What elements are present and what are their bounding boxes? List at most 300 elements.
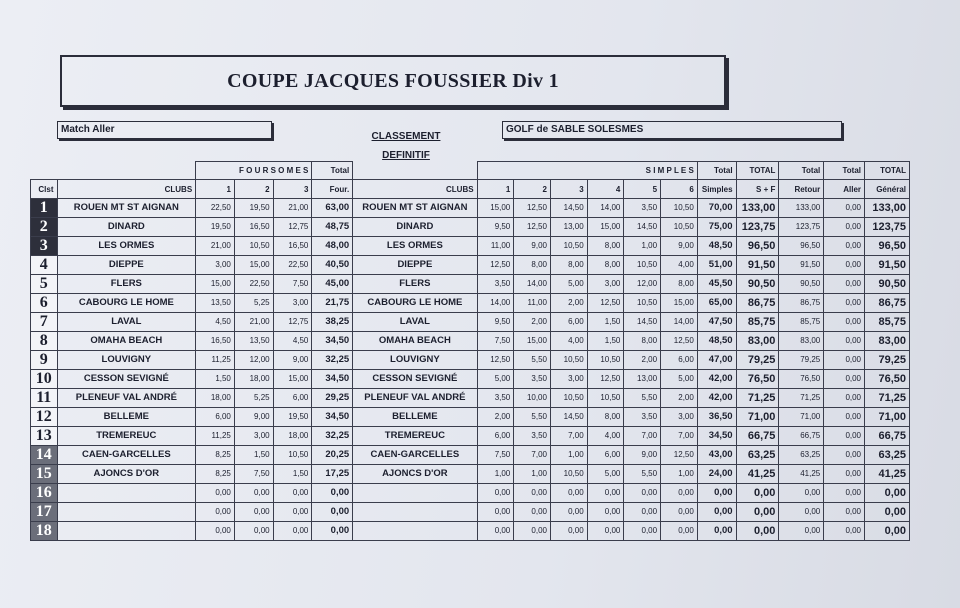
page-title: COUPE JACQUES FOUSSIER Div 1 — [227, 69, 559, 92]
simple-score-cell: 13,00 — [550, 217, 587, 236]
club-name-simples-cell: LOUVIGNY — [353, 350, 477, 369]
table-row — [31, 350, 910, 369]
foursome-score-cell: 22,50 — [273, 255, 312, 274]
club-name-cell: LES ORMES — [57, 236, 196, 255]
club-name-simples-cell: CABOURG LE HOME — [353, 293, 477, 312]
foursome-score-cell: 18,00 — [273, 426, 312, 445]
simple-score-cell: 6,00 — [661, 350, 698, 369]
foursome-score-cell: 22,50 — [196, 198, 235, 217]
rank-cell: 2 — [31, 217, 58, 236]
total-four-cell: 63,00 — [312, 198, 353, 217]
simple-score-cell: 12,50 — [514, 217, 551, 236]
simple-score-cell: 3,50 — [624, 407, 661, 426]
simple-score-cell: 15,00 — [587, 217, 624, 236]
simple-score-cell: 0,00 — [661, 502, 698, 521]
simple-score-cell: 14,50 — [550, 198, 587, 217]
table-row — [31, 217, 910, 236]
simple-score-cell: 11,00 — [514, 293, 551, 312]
simple-score-cell: 12,50 — [661, 331, 698, 350]
rank-cell: 1 — [31, 198, 58, 217]
foursome-score-cell: 6,00 — [196, 407, 235, 426]
foursome-score-cell: 0,00 — [196, 521, 235, 540]
table-row — [31, 521, 910, 540]
simple-score-cell: 0,00 — [587, 521, 624, 540]
simple-score-cell: 14,50 — [550, 407, 587, 426]
total-four-cell: 21,75 — [312, 293, 353, 312]
total-four-cell: 34,50 — [312, 331, 353, 350]
simple-score-cell: 10,50 — [624, 293, 661, 312]
foursome-score-cell: 0,00 — [234, 483, 273, 502]
simple-score-cell: 5,50 — [624, 388, 661, 407]
total-simples-cell: 51,00 — [697, 255, 736, 274]
venue-label: GOLF de SABLE SOLESMES — [506, 124, 644, 135]
foursome-score-cell: 13,50 — [196, 293, 235, 312]
total-aller-cell: 0,00 — [824, 426, 865, 445]
table-row — [31, 198, 910, 217]
simple-score-cell: 5,50 — [624, 464, 661, 483]
simple-score-cell: 10,50 — [661, 198, 698, 217]
table-row — [31, 312, 910, 331]
club-name-cell — [57, 483, 196, 502]
total-four-cell: 29,25 — [312, 388, 353, 407]
simple-score-cell: 6,00 — [477, 426, 514, 445]
total-aller-cell: 0,00 — [824, 198, 865, 217]
total-simples-cell: 34,50 — [697, 426, 736, 445]
club-name-cell: BELLEME — [57, 407, 196, 426]
foursome-score-cell: 9,00 — [234, 407, 273, 426]
total-sf-cell: 90,50 — [736, 274, 779, 293]
simple-score-cell: 7,00 — [514, 445, 551, 464]
total-aller-cell: 0,00 — [824, 464, 865, 483]
simple-score-cell: 7,00 — [550, 426, 587, 445]
table-row — [31, 445, 910, 464]
rank-cell: 6 — [31, 293, 58, 312]
simple-score-cell: 0,00 — [550, 483, 587, 502]
simple-score-cell: 3,50 — [477, 274, 514, 293]
simple-score-cell: 9,00 — [624, 445, 661, 464]
simple-score-cell: 12,00 — [624, 274, 661, 293]
simple-score-cell: 2,00 — [550, 293, 587, 312]
table-row — [31, 236, 910, 255]
club-name-simples-cell: DIEPPE — [353, 255, 477, 274]
foursome-score-cell: 9,00 — [273, 350, 312, 369]
simple-score-cell: 14,00 — [514, 274, 551, 293]
simple-score-cell: 8,00 — [514, 255, 551, 274]
rank-cell: 7 — [31, 312, 58, 331]
simple-score-cell: 14,50 — [624, 312, 661, 331]
total-simples-cell: 43,00 — [697, 445, 736, 464]
simple-score-cell: 10,50 — [550, 464, 587, 483]
total-simples-cell: 0,00 — [697, 521, 736, 540]
total-retour-cell: 133,00 — [779, 198, 824, 217]
club-name-cell: AJONCS D'OR — [57, 464, 196, 483]
foursome-score-cell: 12,00 — [234, 350, 273, 369]
simple-score-cell: 8,00 — [624, 331, 661, 350]
rank-cell: 18 — [31, 521, 58, 540]
total-sf-cell: 96,50 — [736, 236, 779, 255]
foursome-score-cell: 13,50 — [234, 331, 273, 350]
simple-score-cell: 12,50 — [514, 198, 551, 217]
club-name-cell: CESSON SEVIGNÉ — [57, 369, 196, 388]
foursome-score-cell: 21,00 — [234, 312, 273, 331]
total-simples-cell: 48,50 — [697, 331, 736, 350]
total-general-cell: 83,00 — [865, 331, 910, 350]
total-general-cell: 71,00 — [865, 407, 910, 426]
total-general-cell: 133,00 — [865, 198, 910, 217]
club-name-simples-cell: CAEN-GARCELLES — [353, 445, 477, 464]
rank-cell: 15 — [31, 464, 58, 483]
header-row-2 — [31, 180, 910, 198]
foursome-score-cell: 18,00 — [234, 369, 273, 388]
total-simples-header-2: Simples — [697, 180, 736, 198]
simple-score-cell: 9,50 — [477, 217, 514, 236]
total-general-cell: 90,50 — [865, 274, 910, 293]
table-row — [31, 426, 910, 445]
club-name-cell: LAVAL — [57, 312, 196, 331]
rank-cell: 10 — [31, 369, 58, 388]
foursome-score-cell: 15,00 — [196, 274, 235, 293]
club-name-simples-cell — [353, 521, 477, 540]
total-sf-cell: 0,00 — [736, 502, 779, 521]
simple-score-cell: 0,00 — [624, 483, 661, 502]
simple-score-cell: 1,00 — [624, 236, 661, 255]
total-sf-cell: 41,25 — [736, 464, 779, 483]
simple-score-cell: 12,50 — [587, 369, 624, 388]
total-general-cell: 79,25 — [865, 350, 910, 369]
total-simples-cell: 47,50 — [697, 312, 736, 331]
total-retour-cell: 76,50 — [779, 369, 824, 388]
simple-score-cell: 11,00 — [477, 236, 514, 255]
total-general-cell: 123,75 — [865, 217, 910, 236]
simple-score-cell: 14,00 — [477, 293, 514, 312]
clubs-header: CLUBS — [57, 180, 196, 198]
club-name-cell: CAEN-GARCELLES — [57, 445, 196, 464]
simple-score-cell: 7,00 — [624, 426, 661, 445]
simple-score-cell: 0,00 — [661, 521, 698, 540]
total-aller-cell: 0,00 — [824, 331, 865, 350]
total-sf-cell: 71,25 — [736, 388, 779, 407]
table-row — [31, 274, 910, 293]
total-sf-cell: 86,75 — [736, 293, 779, 312]
club-name-simples-cell: CESSON SEVIGNÉ — [353, 369, 477, 388]
total-four-cell: 20,25 — [312, 445, 353, 464]
total-general-cell: 0,00 — [865, 502, 910, 521]
simple-score-cell: 2,00 — [514, 312, 551, 331]
clubs-header-2: CLUBS — [353, 180, 477, 198]
club-name-simples-cell: DINARD — [353, 217, 477, 236]
simple-col-6-header: 6 — [661, 180, 698, 198]
simple-score-cell: 3,50 — [514, 426, 551, 445]
simple-score-cell: 14,00 — [587, 198, 624, 217]
match-label: Match Aller — [61, 124, 115, 135]
total-four-cell: 34,50 — [312, 407, 353, 426]
club-name-simples-cell — [353, 483, 477, 502]
club-name-cell: CABOURG LE HOME — [57, 293, 196, 312]
simple-score-cell: 5,50 — [514, 350, 551, 369]
rank-cell: 9 — [31, 350, 58, 369]
simple-col-1-header: 1 — [477, 180, 514, 198]
title-box — [60, 55, 726, 107]
total-retour-cell: 71,00 — [779, 407, 824, 426]
foursome-score-cell: 21,00 — [273, 198, 312, 217]
club-name-cell: LOUVIGNY — [57, 350, 196, 369]
total-aller-cell: 0,00 — [824, 217, 865, 236]
total-aller-header-2: Aller — [824, 180, 865, 198]
simple-score-cell: 5,50 — [514, 407, 551, 426]
simple-score-cell: 14,50 — [624, 217, 661, 236]
total-retour-cell: 90,50 — [779, 274, 824, 293]
club-name-simples-cell: FLERS — [353, 274, 477, 293]
club-name-simples-cell: LAVAL — [353, 312, 477, 331]
rank-cell: 3 — [31, 236, 58, 255]
simple-score-cell: 3,50 — [514, 369, 551, 388]
foursome-score-cell: 15,00 — [273, 369, 312, 388]
total-general-header-2: Général — [865, 180, 910, 198]
total-aller-cell: 0,00 — [824, 369, 865, 388]
foursome-score-cell: 16,50 — [234, 217, 273, 236]
club-name-cell: OMAHA BEACH — [57, 331, 196, 350]
four-col-1-header: 1 — [196, 180, 235, 198]
total-aller-cell: 0,00 — [824, 350, 865, 369]
total-sf-header-1: TOTAL — [736, 162, 779, 180]
simple-score-cell: 10,50 — [550, 350, 587, 369]
total-general-cell: 86,75 — [865, 293, 910, 312]
total-simples-cell: 65,00 — [697, 293, 736, 312]
total-four-cell: 0,00 — [312, 483, 353, 502]
simple-score-cell: 10,50 — [587, 388, 624, 407]
simple-score-cell: 1,00 — [477, 464, 514, 483]
total-sf-cell: 0,00 — [736, 483, 779, 502]
foursome-score-cell: 5,25 — [234, 293, 273, 312]
club-name-simples-cell: AJONCS D'OR — [353, 464, 477, 483]
total-retour-cell: 0,00 — [779, 521, 824, 540]
simple-score-cell: 10,50 — [550, 236, 587, 255]
simple-score-cell: 12,50 — [587, 293, 624, 312]
foursome-score-cell: 1,50 — [273, 464, 312, 483]
total-retour-cell: 79,25 — [779, 350, 824, 369]
foursome-score-cell: 1,50 — [234, 445, 273, 464]
simple-score-cell: 10,50 — [587, 350, 624, 369]
rank-cell: 16 — [31, 483, 58, 502]
simple-score-cell: 0,00 — [477, 502, 514, 521]
simple-score-cell: 7,50 — [477, 331, 514, 350]
total-four-header-1: Total — [312, 162, 353, 180]
foursome-score-cell: 12,75 — [273, 217, 312, 236]
total-retour-cell: 41,25 — [779, 464, 824, 483]
total-aller-cell: 0,00 — [824, 483, 865, 502]
club-name-cell — [57, 521, 196, 540]
total-simples-header-1: Total — [697, 162, 736, 180]
total-four-cell: 0,00 — [312, 502, 353, 521]
simple-score-cell: 6,00 — [587, 445, 624, 464]
total-retour-cell: 0,00 — [779, 502, 824, 521]
classement-label: CLASSEMENT — [371, 131, 441, 142]
total-general-cell: 76,50 — [865, 369, 910, 388]
simple-score-cell: 8,00 — [587, 407, 624, 426]
foursomes-header: F O U R S O M E S — [196, 162, 312, 180]
venue-box — [502, 121, 842, 139]
simple-score-cell: 1,50 — [587, 312, 624, 331]
total-simples-cell: 0,00 — [697, 502, 736, 521]
definitif-label: DEFINITIF — [382, 150, 430, 161]
simple-score-cell: 9,50 — [477, 312, 514, 331]
total-simples-cell: 42,00 — [697, 369, 736, 388]
simple-score-cell: 2,00 — [624, 350, 661, 369]
total-general-cell: 96,50 — [865, 236, 910, 255]
total-sf-cell: 0,00 — [736, 521, 779, 540]
simple-score-cell: 10,50 — [661, 217, 698, 236]
foursome-score-cell: 10,50 — [234, 236, 273, 255]
total-aller-cell: 0,00 — [824, 293, 865, 312]
total-sf-cell: 123,75 — [736, 217, 779, 236]
table-row — [31, 369, 910, 388]
total-retour-cell: 66,75 — [779, 426, 824, 445]
club-name-simples-cell: ROUEN MT ST AIGNAN — [353, 198, 477, 217]
foursome-score-cell: 19,50 — [196, 217, 235, 236]
total-aller-cell: 0,00 — [824, 502, 865, 521]
total-simples-cell: 24,00 — [697, 464, 736, 483]
club-name-cell: DIEPPE — [57, 255, 196, 274]
foursome-score-cell: 4,50 — [273, 331, 312, 350]
foursome-score-cell: 11,25 — [196, 426, 235, 445]
table-row — [31, 255, 910, 274]
total-general-cell: 85,75 — [865, 312, 910, 331]
simple-score-cell: 2,00 — [477, 407, 514, 426]
foursome-score-cell: 0,00 — [273, 502, 312, 521]
simple-score-cell: 15,00 — [477, 198, 514, 217]
simple-score-cell: 0,00 — [514, 521, 551, 540]
total-retour-cell: 96,50 — [779, 236, 824, 255]
total-four-header-2: Four. — [312, 180, 353, 198]
simple-score-cell: 5,00 — [550, 274, 587, 293]
simple-score-cell: 4,00 — [550, 331, 587, 350]
standings-table — [30, 161, 910, 541]
foursome-score-cell: 19,50 — [234, 198, 273, 217]
total-retour-cell: 83,00 — [779, 331, 824, 350]
simple-score-cell: 7,00 — [661, 426, 698, 445]
total-aller-cell: 0,00 — [824, 388, 865, 407]
total-four-cell: 40,50 — [312, 255, 353, 274]
simple-score-cell: 12,50 — [661, 445, 698, 464]
simple-score-cell: 0,00 — [587, 502, 624, 521]
foursome-score-cell: 16,50 — [273, 236, 312, 255]
simple-score-cell: 0,00 — [514, 502, 551, 521]
total-four-cell: 0,00 — [312, 521, 353, 540]
simple-score-cell: 9,00 — [514, 236, 551, 255]
simple-score-cell: 0,00 — [514, 483, 551, 502]
total-four-cell: 38,25 — [312, 312, 353, 331]
total-retour-cell: 71,25 — [779, 388, 824, 407]
foursome-score-cell: 5,25 — [234, 388, 273, 407]
total-retour-cell: 63,25 — [779, 445, 824, 464]
club-name-cell: PLENEUF VAL ANDRÉ — [57, 388, 196, 407]
simple-score-cell: 13,00 — [624, 369, 661, 388]
club-name-simples-cell: PLENEUF VAL ANDRÉ — [353, 388, 477, 407]
total-simples-cell: 45,50 — [697, 274, 736, 293]
total-sf-cell: 133,00 — [736, 198, 779, 217]
simple-score-cell: 4,00 — [587, 426, 624, 445]
foursome-score-cell: 11,25 — [196, 350, 235, 369]
simple-score-cell: 0,00 — [550, 502, 587, 521]
rank-cell: 17 — [31, 502, 58, 521]
table-row — [31, 293, 910, 312]
simple-score-cell: 15,00 — [514, 331, 551, 350]
simple-score-cell: 3,00 — [587, 274, 624, 293]
simple-score-cell: 9,00 — [661, 236, 698, 255]
total-general-cell: 66,75 — [865, 426, 910, 445]
simple-score-cell: 10,00 — [514, 388, 551, 407]
simple-score-cell: 6,00 — [550, 312, 587, 331]
foursome-score-cell: 0,00 — [196, 502, 235, 521]
total-sf-cell: 85,75 — [736, 312, 779, 331]
total-simples-cell: 36,50 — [697, 407, 736, 426]
club-name-simples-cell: TREMEREUC — [353, 426, 477, 445]
total-general-cell: 0,00 — [865, 483, 910, 502]
total-sf-cell: 63,25 — [736, 445, 779, 464]
foursome-score-cell: 21,00 — [196, 236, 235, 255]
simple-score-cell: 1,00 — [550, 445, 587, 464]
rank-cell: 5 — [31, 274, 58, 293]
total-general-cell: 63,25 — [865, 445, 910, 464]
simple-score-cell: 12,50 — [477, 350, 514, 369]
simple-score-cell: 0,00 — [661, 483, 698, 502]
total-general-cell: 71,25 — [865, 388, 910, 407]
table-row — [31, 502, 910, 521]
foursome-score-cell: 3,00 — [273, 293, 312, 312]
total-simples-cell: 47,00 — [697, 350, 736, 369]
total-simples-cell: 0,00 — [697, 483, 736, 502]
rank-cell: 8 — [31, 331, 58, 350]
simple-score-cell: 1,00 — [661, 464, 698, 483]
table-row — [31, 464, 910, 483]
foursome-score-cell: 16,50 — [196, 331, 235, 350]
total-retour-header-1: Total — [779, 162, 824, 180]
simple-score-cell: 8,00 — [661, 274, 698, 293]
total-simples-cell: 70,00 — [697, 198, 736, 217]
total-sf-cell: 66,75 — [736, 426, 779, 445]
simple-score-cell: 5,00 — [587, 464, 624, 483]
total-aller-cell: 0,00 — [824, 445, 865, 464]
total-retour-cell: 0,00 — [779, 483, 824, 502]
total-general-cell: 0,00 — [865, 521, 910, 540]
total-general-header-1: TOTAL — [865, 162, 910, 180]
foursome-score-cell: 19,50 — [273, 407, 312, 426]
total-retour-cell: 91,50 — [779, 255, 824, 274]
simple-score-cell: 8,00 — [587, 255, 624, 274]
header-row-1 — [31, 162, 910, 180]
club-name-cell: ROUEN MT ST AIGNAN — [57, 198, 196, 217]
club-name-cell — [57, 502, 196, 521]
simple-score-cell: 0,00 — [477, 521, 514, 540]
simple-score-cell: 8,00 — [587, 236, 624, 255]
simple-score-cell: 3,00 — [661, 407, 698, 426]
total-general-cell: 91,50 — [865, 255, 910, 274]
total-aller-cell: 0,00 — [824, 407, 865, 426]
total-four-cell: 34,50 — [312, 369, 353, 388]
club-name-cell: TREMEREUC — [57, 426, 196, 445]
total-retour-header-2: Retour — [779, 180, 824, 198]
club-name-simples-cell: LES ORMES — [353, 236, 477, 255]
four-col-3-header: 3 — [273, 180, 312, 198]
simple-score-cell: 3,50 — [477, 388, 514, 407]
rank-cell: 12 — [31, 407, 58, 426]
total-retour-cell: 86,75 — [779, 293, 824, 312]
foursome-score-cell: 0,00 — [273, 521, 312, 540]
club-name-simples-cell: BELLEME — [353, 407, 477, 426]
foursome-score-cell: 3,00 — [234, 426, 273, 445]
simple-score-cell: 0,00 — [477, 483, 514, 502]
total-four-cell: 45,00 — [312, 274, 353, 293]
